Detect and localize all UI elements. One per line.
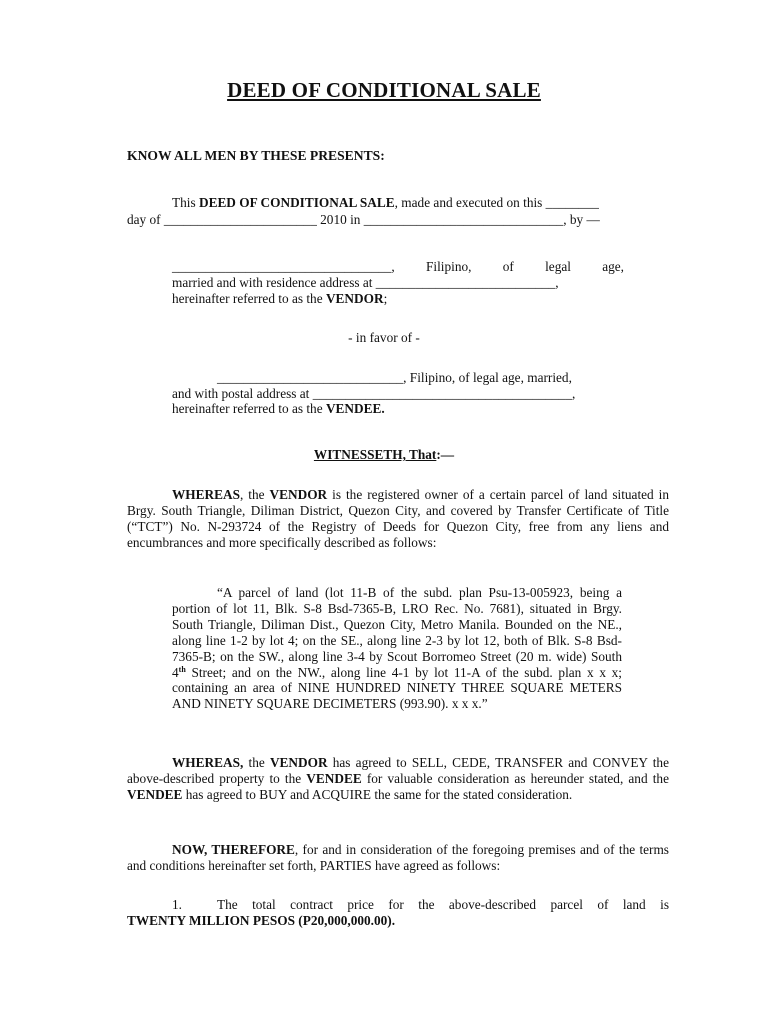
whereas-2-text-a: the	[243, 755, 270, 770]
vendor-name-blank: _________________________________,	[172, 259, 395, 274]
vendee-line-3	[172, 401, 385, 417]
quote-text-b: Street; and on the NW., along line 4-1 by lot 11-A of the subd. plan x x x; containing an area of NINE HUNDRED NINETY THREE SQUARE METERS AND NINETY SQUARE DECIMETERS (993.90). x x x.”	[172, 664, 622, 712]
now-therefore-text: , for and in consideration of the foregoing premises and of the terms and conditions hereinafter set forth, PARTIES have agreed as follows:	[127, 842, 669, 873]
whereas-1-text-a: , the	[239, 487, 270, 502]
vendee-line-2: and with postal address at _______________________________________,	[172, 386, 576, 401]
vendor-description: Filipino, of legal age,	[426, 259, 624, 274]
whereas-paragraph-2	[127, 755, 669, 803]
vendee-ref-text: hereinafter referred to as the	[172, 401, 326, 416]
quote-superscript: th	[178, 664, 186, 674]
vendor-ref-end: ;	[383, 291, 388, 306]
now-therefore-keyword: NOW, THEREFORE	[172, 842, 295, 857]
document-title: DEED OF CONDITIONAL SALE	[227, 78, 541, 102]
whereas-2-vendee-2: VENDEE	[127, 786, 183, 802]
opening-phrase: KNOW ALL MEN BY THESE PRESENTS:	[127, 148, 385, 163]
vendor-label: VENDOR	[325, 291, 384, 306]
vendor-line-2: married and with residence address at ___________________________,	[172, 275, 559, 290]
vendor-line-1	[172, 259, 624, 275]
vendee-line-1: ____________________________, Filipino, of legal age, married,	[217, 370, 572, 385]
whereas-2-text-b: has agreed to SELL, CEDE, TRANSFER and CONVEY the above-described property to the	[127, 755, 669, 786]
whereas-paragraph-1	[127, 487, 669, 551]
whereas-2-text-d: has agreed to BUY and ACQUIRE the same for the stated consideration.	[182, 786, 573, 802]
whereas-1-text-b: is the registered owner of a certain parcel of land situated in Brgy. South Triangle, Diliman District, Quezon City, and covered by Transfer Certificate of Title (“TCT”) No. N-293724 of the Registry of Deeds for Quezon City, free from any liens and encumbrances and more specifically described as follows:	[127, 487, 670, 550]
clause-1-price: TWENTY MILLION PESOS (P20,000,000.00).	[127, 913, 396, 928]
intro-line-1	[172, 195, 599, 211]
now-therefore-paragraph	[127, 842, 669, 874]
witnesseth-heading	[0, 447, 768, 463]
witnesseth-dash: :—	[436, 447, 455, 462]
quote-text-a: “A parcel of land (lot 11-B of the subd. plan Psu-13-005923, being a portion of lot 11, Blk. S-8 Bsd-7365-B, LRO Rec. No. 7681), situated in Brgy. South Triangle, Diliman Dist., Quezon City, Metro Manila. Bounded on the NE., along line 1-2 by lot 4; on the SE., along line 2-3 by lot 12, both of Blk. S-8 Bsd-7365-B; on the SW., along line 3-4 by Scout Borromeo Street (20 m. wide) South 4	[172, 585, 622, 680]
intro-text-a: This	[172, 195, 199, 210]
vendor-ref-text: hereinafter referred to as the	[172, 291, 326, 306]
vendee-label: VENDEE.	[325, 401, 385, 416]
clause-1-number: 1.	[172, 897, 182, 912]
intro-text-b: , made and executed on this ________	[394, 195, 599, 210]
vendor-line-3	[172, 291, 387, 307]
in-favor-of: - in favor of -	[348, 330, 420, 345]
whereas-2-vendee: VENDEE	[306, 770, 362, 786]
clause-1-text: The total contract price for the above-described parcel of land is	[217, 897, 669, 912]
whereas-1-keyword: WHEREAS	[172, 487, 240, 502]
property-description-quote	[172, 585, 622, 712]
whereas-2-keyword: WHEREAS,	[172, 755, 244, 770]
whereas-1-vendor: VENDOR	[269, 487, 328, 502]
witnesseth-bold: WITNESSETH, That	[313, 447, 437, 462]
intro-line-2: day of _______________________ 2010 in ______________________________, by —	[127, 212, 600, 227]
whereas-2-text-c: for valuable consideration as hereunder stated, and the	[361, 770, 669, 786]
whereas-2-vendor: VENDOR	[269, 755, 328, 770]
intro-deed-name: DEED OF CONDITIONAL SALE	[198, 195, 395, 210]
